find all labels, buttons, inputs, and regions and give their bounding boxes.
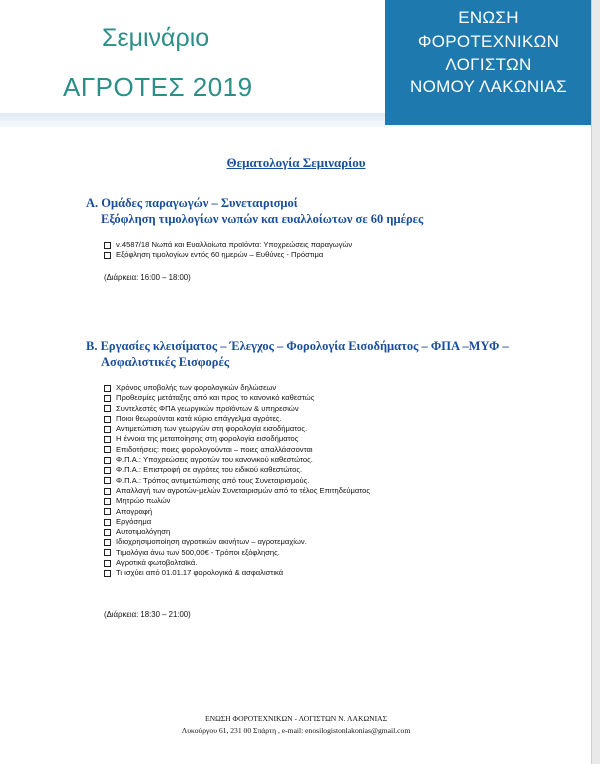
- org-name-line-1: ΕΝΩΣΗ: [458, 8, 519, 27]
- section-b-title-line-2: Ασφαλιστικές Εισφορές: [101, 355, 230, 369]
- list-item: Χρόνος υποβολής των φορολογικών δηλώσεων: [104, 383, 370, 393]
- checkbox-icon: [104, 477, 111, 484]
- checkbox-icon: [104, 508, 111, 515]
- list-item: Φ.Π.Α.: Επιστροφή σε αγρότες του ειδικού καθεστώτος.: [104, 465, 370, 475]
- section-a-list: [104, 240, 352, 261]
- list-item: Αντιμετώπιση των γεωργών στη φορολογία εισοδήματος.: [104, 424, 370, 434]
- org-name-line-2: ΦΟΡΟΤΕΧΝΙΚΩΝ: [417, 32, 560, 51]
- event-title: ΑΓΡΟΤΕΣ 2019: [63, 72, 253, 102]
- checkbox-icon: [104, 405, 111, 412]
- section-b-duration: (Διάρκεια: 18:30 – 21:00): [104, 610, 191, 619]
- checkbox-icon: [104, 242, 111, 249]
- section-a-title-line-1: Α. Ομάδες παραγωγών – Συνεταιρισμοί: [86, 196, 298, 210]
- checkbox-icon: [104, 529, 111, 536]
- topics-heading: Θεματολογία Σεμιναρίου: [226, 155, 366, 170]
- list-item: Φ.Π.Α.: Υποχρεώσεις αγροτών του κανονικού καθεστώτος.: [104, 455, 370, 465]
- page-edge: [591, 0, 600, 764]
- list-item: Αγροτικά φωτοβολταϊκά.: [104, 558, 370, 568]
- list-item: Απογραφή: [104, 507, 370, 517]
- list-item: Τιμολόγια άνω των 500,00€ - Τρόποι εξόφλησης.: [104, 548, 370, 558]
- list-item: Η έννοια της μεταποίησης στη φορολογία εισοδήματος: [104, 434, 370, 444]
- list-item: Τι ισχύει από 01.01.17 φορολογικά & ασφαλιστικά: [104, 568, 370, 578]
- checkbox-icon: [104, 385, 111, 392]
- list-item: Εξόφληση τιμολογίων εντός 60 ημερών – Ευθύνες - Πρόστιμα: [104, 250, 352, 260]
- list-item: Απαλλαγή των αγροτών-μελών Συνεταιρισμών από το τέλος Επιτηδεύματος: [104, 486, 370, 496]
- checkbox-icon: [104, 446, 111, 453]
- list-item: Φ.Π.Α.: Τρόπος αντιμετώπισης από τους Συνεταιρισμούς.: [104, 476, 370, 486]
- checkbox-icon: [104, 549, 111, 556]
- list-item: Ποιοι θεωρούνται κατά κύριο επάγγελμα αγρότες.: [104, 414, 370, 424]
- org-name-line-3: ΛΟΓΙΣΤΩΝ: [445, 55, 532, 74]
- seminar-label: Σεμινάριο: [102, 24, 210, 52]
- checkbox-icon: [104, 488, 111, 495]
- checkbox-icon: [104, 426, 111, 433]
- list-item: Συντελεστές ΦΠΑ γεωργικών προϊόντων & υπηρεσιών: [104, 404, 370, 414]
- checkbox-icon: [104, 252, 111, 259]
- section-b-title: [86, 338, 509, 370]
- checkbox-icon: [104, 457, 111, 464]
- section-a-title: [86, 195, 423, 227]
- checkbox-icon: [104, 467, 111, 474]
- footer-address: Λυκούργου 61, 231 00 Σπάρτη , e-mail: enosilogistonlakonias@gmail.com: [181, 726, 411, 735]
- checkbox-icon: [104, 436, 111, 443]
- checkbox-icon: [104, 498, 111, 505]
- checkbox-icon: [104, 416, 111, 423]
- header-title-area: [0, 0, 385, 125]
- list-item: Προθεσμίες μετάταξης από και προς το κανονικό καθεστώς: [104, 393, 370, 403]
- section-a-title-line-2: Εξόφληση τιμολογίων νωπών και ευαλλοίωτων σε 60 ημέρες: [101, 212, 424, 226]
- checkbox-icon: [104, 570, 111, 577]
- checkbox-icon: [104, 539, 111, 546]
- list-item: Εργόσημα: [104, 517, 370, 527]
- section-a-duration: (Διάρκεια: 16:00 – 18:00): [104, 273, 191, 282]
- checkbox-icon: [104, 560, 111, 567]
- org-name-line-4: ΝΟΜΟΥ ΛΑΚΩΝΙΑΣ: [410, 77, 567, 96]
- list-item: Μητρώο πωλών: [104, 496, 370, 506]
- section-b-title-line-1: Β. Εργασίες κλεισίματος – Έλεγχος – Φορολογία Εισοδήματος – ΦΠΑ –ΜΥΦ –: [86, 339, 509, 353]
- section-b-list: [104, 383, 370, 579]
- list-item: ν.4587/18 Νωπά και Ευαλλοίωτα προϊόντα: Υποχρεώσεις παραγωγών: [104, 240, 352, 250]
- checkbox-icon: [104, 395, 111, 402]
- list-item: Ιδιοχρησιμοποίηση αγροτικών ακινήτων – αγροτεμαχίων.: [104, 537, 370, 547]
- list-item: Αυτοτιμολόγηση: [104, 527, 370, 537]
- organization-banner: [385, 0, 592, 125]
- list-item: Επιδοτήσεις: ποιες φορολογούνται – ποιες απαλλάσσονται: [104, 445, 370, 455]
- checkbox-icon: [104, 519, 111, 526]
- footer-org-name: ΕΝΩΣΗ ΦΟΡΟΤΕΧΝΙΚΩΝ - ΛΟΓΙΣΤΩΝ Ν. ΛΑΚΩΝΙΑΣ: [204, 714, 388, 723]
